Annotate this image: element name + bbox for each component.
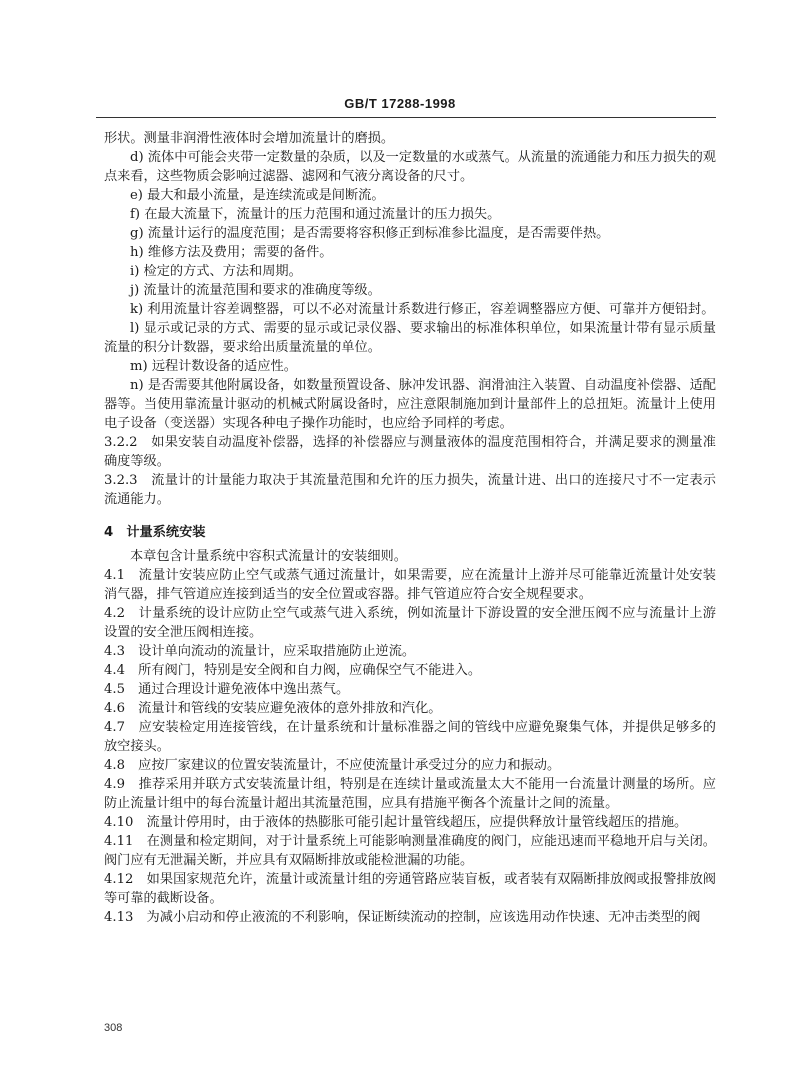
- paragraph: j) 流量计的流量范围和要求的准确度等级。: [130, 283, 381, 298]
- section-title: 4 计量系统安装: [104, 525, 206, 540]
- clause-4-7: 4.7 应安装检定用连接管线，在计量系统和计量标准器之间的管线中应避免聚集气体，并提供足够多的放空接头。: [104, 720, 716, 754]
- clause-4-12: 4.12 如果国家规范允许，流量计或流量计组的旁通管路应装盲板，或者装有双隔断排放阀或报警排放阀等可靠的截断设备。: [104, 872, 716, 906]
- clause-4-8: 4.8 应按厂家建议的位置安装流量计，不应使流量计承受过分的应力和振动。: [104, 758, 561, 773]
- document-body: [104, 129, 716, 927]
- clause-4-3: 4.3 设计单向流动的流量计，应采取措施防止逆流。: [104, 644, 416, 659]
- paragraph: g) 流量计运行的温度范围；是否需要将容积修正到标准参比温度，是否需要伴热。: [130, 226, 610, 241]
- clause-4-5: 4.5 通过合理设计避免液体中逸出蒸气。: [104, 682, 350, 697]
- clause-4-11: 4.11 在测量和检定期间，对于计量系统上可能影响测量准确度的阀门，应能迅速而平稳地开启与关闭。阀门应有无泄漏关断，并应具有双隔断排放或能检泄漏的功能。: [104, 834, 716, 868]
- clause-3-2-2: 3.2.2 如果安装自动温度补偿器，选择的补偿器应与测量液体的温度范围相符合，并满足要求的测量准确度等级。: [104, 435, 716, 469]
- paragraph: l) 显示或记录的方式、需要的显示或记录仪器、要求输出的标准体积单位，如果流量计带有显示质量流量的积分计数器，要求给出质量流量的单位。: [104, 321, 716, 355]
- standard-header: GB/T 17288-1998: [344, 96, 456, 111]
- clause-4-13: 4.13 为减小启动和停止液流的不利影响，保证断续流动的控制，应该选用动作快速、无冲击类型的阀: [104, 910, 701, 925]
- paragraph: m) 远程计数设备的适应性。: [130, 359, 297, 374]
- clause-4-4: 4.4 所有阀门，特别是安全阀和自力阀，应确保空气不能进入。: [104, 663, 482, 678]
- clause-4-6: 4.6 流量计和管线的安装应避免液体的意外排放和汽化。: [104, 701, 442, 716]
- page-number: 308: [104, 1022, 123, 1034]
- paragraph: n) 是否需要其他附属设备，如数量预置设备、脉冲发讯器、润滑油注入装置、自动温度补偿器、适配器等。当使用靠流量计驱动的机械式附属设备时，应注意限制施加到计量部件上的总扭矩。流量计上使用电子设备（变送器）实现各种电子操作功能时，也应给予同样的考虑。: [104, 378, 716, 431]
- paragraph: f) 在最大流量下，流量计的压力范围和通过流量计的压力损失。: [130, 207, 501, 222]
- clause-3-2-3: 3.2.3 流量计的计量能力取决于其流量范围和允许的压力损失，流量计进、出口的连接尺寸不一定表示流通能力。: [104, 473, 716, 507]
- clause-4-2: 4.2 计量系统的设计应防止空气或蒸气进入系统，例如流量计下游设置的安全泄压阀不应与流量计上游设置的安全泄压阀相连接。: [104, 606, 716, 640]
- clause-4-10: 4.10 流量计停用时，由于液体的热膨胀可能引起计量管线超压，应提供释放计量管线超压的措施。: [104, 815, 688, 830]
- clause-4-1: 4.1 流量计安装应防止空气或蒸气通过流量计，如果需要，应在流量计上游并尽可能靠近流量计处安装消气器，排气管道应连接到适当的安全位置或容器。排气管道应符合安全规程要求。: [104, 568, 716, 602]
- clause-4-9: 4.9 推荐采用并联方式安装流量计组，特别是在连续计量或流量太大不能用一台流量计测量的场所。应防止流量计组中的每台流量计超出其流量范围，应具有措施平衡各个流量计之间的流量。: [104, 777, 716, 811]
- paragraph: d) 流体中可能会夹带一定数量的杂质，以及一定数量的水或蒸气。从流量的流通能力和压力损失的观点来看，这些物质会影响过滤器、滤网和气液分离设备的尺寸。: [104, 150, 716, 184]
- paragraph: 本章包含计量系统中容积式流量计的安装细则。: [130, 549, 407, 564]
- paragraph: k) 利用流量计容差调整器，可以不必对流量计系数进行修正，容差调整器应方便、可靠并方便铅封。: [130, 302, 715, 317]
- paragraph: 形状。测量非润滑性液体时会增加流量计的磨损。: [104, 131, 395, 146]
- paragraph: i) 检定的方式、方法和周期。: [130, 264, 302, 279]
- header-rule: [96, 117, 716, 118]
- paragraph: e) 最大和最小流量，是连续流或是间断流。: [130, 188, 385, 203]
- paragraph: h) 维修方法及费用；需要的备件。: [130, 245, 333, 260]
